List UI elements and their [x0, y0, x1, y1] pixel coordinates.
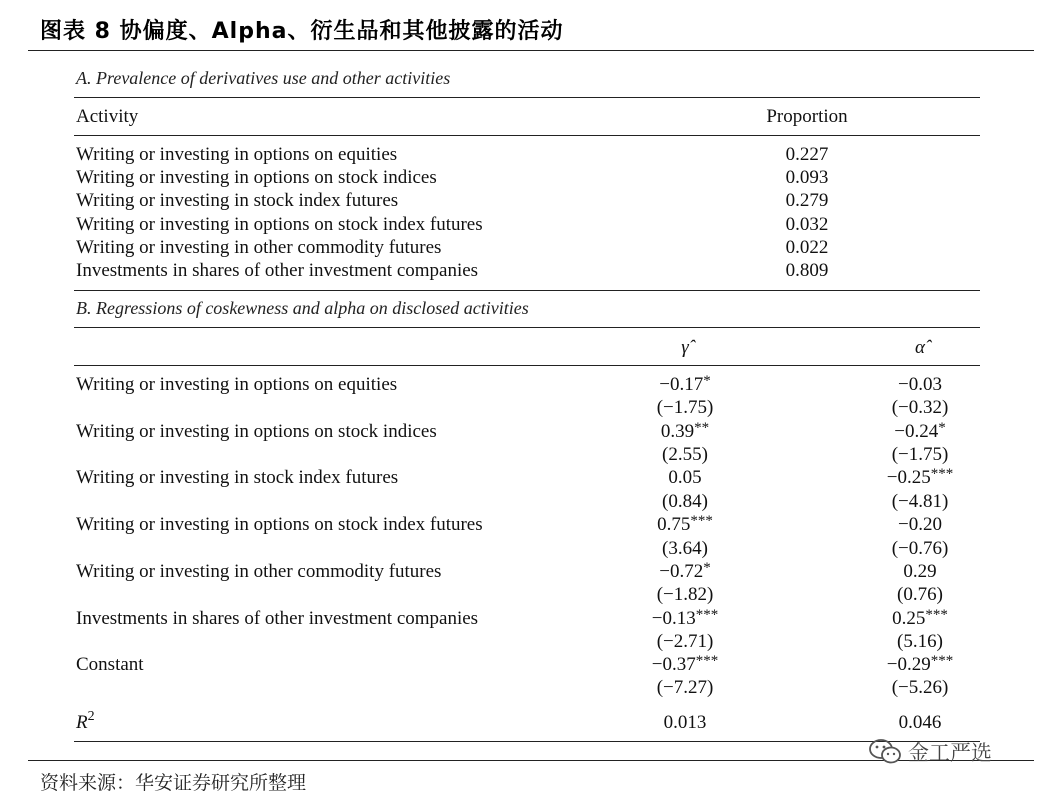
alpha-tstat: (0.76) [897, 584, 943, 605]
alpha-tstat: (−0.32) [891, 397, 949, 418]
gamma-coef: 0.05 [668, 467, 702, 488]
panel-a-row-activity: Writing or investing in options on stock indices [76, 167, 437, 188]
panel-a-row-proportion: 0.809 [785, 260, 829, 281]
alpha-coef: 0.25*** [892, 607, 948, 629]
panel-a-row-activity: Investments in shares of other investment companies [76, 260, 479, 281]
brand-name: 金工严选 [908, 741, 992, 765]
gamma-coef: −0.13*** [651, 607, 719, 629]
panel-a-row-proportion: 0.227 [785, 144, 829, 165]
gamma-r-squared: 0.013 [663, 712, 707, 733]
alpha-r-squared: 0.046 [898, 712, 942, 733]
alpha-tstat: (5.16) [897, 631, 943, 652]
gamma-coef: −0.37*** [651, 653, 719, 675]
gamma-coef: −0.72* [659, 560, 711, 582]
panel-a-row-proportion: 0.279 [785, 190, 829, 211]
panel-a-bottom-rule [74, 290, 980, 291]
panel-a-row-activity: Writing or investing in other commodity futures [76, 237, 442, 258]
alpha-coef: −0.20 [898, 514, 942, 535]
figure-title: 图表 8 协偏度、Alpha、衍生品和其他披露的活动 [40, 19, 564, 44]
alpha-tstat: (−4.81) [891, 491, 949, 512]
proportion-header: Proportion [766, 106, 848, 127]
gamma-tstat: (3.64) [662, 538, 708, 559]
panel-b-row-activity: Writing or investing in other commodity futures [76, 561, 442, 582]
gamma-coef: −0.17* [659, 373, 711, 395]
panel-b-row-activity: Investments in shares of other investment companies [76, 608, 479, 629]
alpha-tstat: (−0.76) [891, 538, 949, 559]
gamma-tstat: (−2.71) [656, 631, 714, 652]
alpha-coef: −0.24* [894, 420, 946, 442]
wechat-brand [868, 737, 992, 767]
alpha-coef: 0.29 [903, 561, 937, 582]
gamma-tstat: (−1.82) [656, 584, 714, 605]
panel-b-title: B. Regressions of coskewness and alpha on disclosed activities [76, 298, 529, 318]
gamma-tstat: (−1.75) [656, 397, 714, 418]
panel-b-top-rule [74, 327, 980, 328]
source-note: 资料来源：华安证券研究所整理 [40, 772, 307, 794]
top-rule [28, 50, 1034, 51]
panel-b-row-activity: Constant [76, 654, 144, 675]
panel-b-row-activity: Writing or investing in options on stock index futures [76, 514, 483, 535]
gamma-tstat: (0.84) [662, 491, 708, 512]
panel-b-row-activity: Writing or investing in stock index futures [76, 467, 399, 488]
alpha-tstat: (−5.26) [891, 677, 949, 698]
gamma-tstat: (2.55) [662, 444, 708, 465]
panel-a-row-proportion: 0.093 [785, 167, 829, 188]
panel-b-row-activity: Writing or investing in options on equities [76, 374, 398, 395]
alpha-header: α̂ [915, 337, 925, 358]
panel-b-header-rule [74, 365, 980, 366]
alpha-coef: −0.25*** [886, 466, 954, 488]
panel-a-row-activity: Writing or investing in options on equities [76, 144, 398, 165]
gamma-header: γ̂ [681, 337, 689, 358]
panel-a-header-rule [74, 135, 980, 136]
panel-a-row-activity: Writing or investing in stock index futures [76, 190, 399, 211]
panel-a-row-proportion: 0.022 [785, 237, 829, 258]
panel-a-row-proportion: 0.032 [785, 214, 829, 235]
alpha-coef: −0.29*** [886, 653, 954, 675]
panel-a-row-activity: Writing or investing in options on stock index futures [76, 214, 483, 235]
panel-a-title: A. Prevalence of derivatives use and other activities [76, 68, 451, 88]
panel-a-top-rule [74, 97, 980, 98]
gamma-tstat: (−7.27) [656, 677, 714, 698]
panel-b-bottom-rule [74, 741, 980, 742]
alpha-coef: −0.03 [898, 374, 942, 395]
gamma-coef: 0.39** [660, 420, 710, 442]
gamma-coef: 0.75*** [657, 513, 713, 535]
activity-header: Activity [76, 106, 139, 127]
alpha-tstat: (−1.75) [891, 444, 949, 465]
wechat-icon [868, 738, 902, 766]
panel-b-row-activity: Writing or investing in options on stock indices [76, 421, 437, 442]
r-squared-label: $R^2$ [76, 709, 95, 733]
